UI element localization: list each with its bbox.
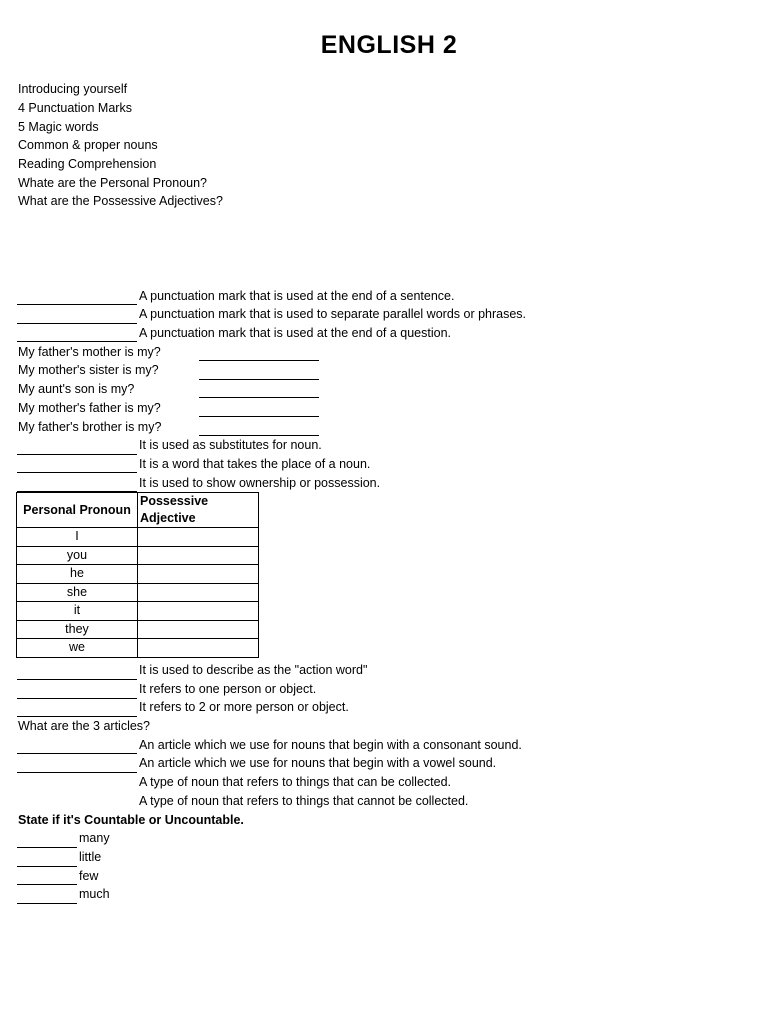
word-item: few	[79, 869, 99, 883]
question-text: It is used to describe as the "action word"	[139, 663, 368, 677]
question-text: A type of noun that refers to things that cannot be collected.	[139, 794, 469, 808]
question-text: What are the 3 articles?	[18, 719, 151, 733]
table-header-row	[17, 493, 259, 528]
question-text: My father's mother is my?	[18, 345, 161, 359]
answer-blank[interactable]	[17, 323, 137, 324]
answer-blank[interactable]	[17, 772, 137, 773]
table-row	[17, 528, 259, 547]
topic-item: 5 Magic words	[18, 120, 99, 134]
answer-cell[interactable]	[138, 620, 259, 639]
answer-cell[interactable]	[138, 583, 259, 602]
question-text: It is a word that takes the place of a noun.	[139, 457, 371, 471]
topic-item: What are the Possessive Adjectives?	[18, 194, 223, 208]
answer-cell[interactable]	[138, 528, 259, 547]
pronoun-table	[16, 492, 259, 658]
column-header: Personal Pronoun	[17, 493, 138, 528]
table-row	[17, 546, 259, 565]
question-text: A punctuation mark that is used at the end of a sentence.	[139, 289, 455, 303]
question-text: An article which we use for nouns that begin with a consonant sound.	[139, 738, 522, 752]
table-row	[17, 639, 259, 658]
pronoun-cell: she	[17, 583, 138, 602]
topic-item: Introducing yourself	[18, 82, 128, 96]
pronoun-cell: I	[17, 528, 138, 547]
question-text: My mother's sister is my?	[18, 363, 159, 377]
table-row	[17, 620, 259, 639]
question-text: My aunt's son is my?	[18, 382, 135, 396]
section-heading: State if it's Countable or Uncountable.	[18, 813, 244, 827]
question-text: A punctuation mark that is used at the end of a question.	[139, 326, 452, 340]
answer-cell[interactable]	[138, 546, 259, 565]
topic-item: Common & proper nouns	[18, 138, 158, 152]
pronoun-cell: you	[17, 546, 138, 565]
question-text: An article which we use for nouns that begin with a vowel sound.	[139, 756, 497, 770]
pronoun-cell: he	[17, 565, 138, 584]
word-item: little	[79, 850, 102, 864]
question-text: My father's brother is my?	[18, 420, 162, 434]
question-text: It refers to one person or object.	[139, 682, 317, 696]
topic-item: Whate are the Personal Pronoun?	[18, 176, 208, 190]
question-text: My mother's father is my?	[18, 401, 161, 415]
answer-blank[interactable]	[199, 416, 319, 417]
column-header: Possessive Adjective	[138, 493, 259, 528]
answer-blank[interactable]	[17, 753, 137, 754]
question-text: A punctuation mark that is used to separate parallel words or phrases.	[139, 307, 527, 321]
answer-cell[interactable]	[138, 565, 259, 584]
topic-item: Reading Comprehension	[18, 157, 157, 171]
pronoun-cell: they	[17, 620, 138, 639]
answer-blank[interactable]	[199, 397, 319, 398]
answer-blank[interactable]	[199, 379, 319, 380]
question-text: It refers to 2 or more person or object.	[139, 700, 349, 714]
answer-blank[interactable]	[17, 679, 137, 680]
answer-blank[interactable]	[17, 304, 137, 305]
table-row	[17, 565, 259, 584]
page-title: ENGLISH 2	[320, 31, 458, 59]
answer-cell[interactable]	[138, 602, 259, 621]
question-text: A type of noun that refers to things that can be collected.	[139, 775, 452, 789]
answer-blank[interactable]	[17, 472, 137, 473]
answer-blank[interactable]	[17, 847, 77, 848]
answer-blank[interactable]	[17, 454, 137, 455]
table-row	[17, 602, 259, 621]
table-row	[17, 583, 259, 602]
word-item: many	[79, 831, 110, 845]
topic-item: 4 Punctuation Marks	[18, 101, 132, 115]
answer-blank[interactable]	[17, 866, 77, 867]
answer-blank[interactable]	[199, 360, 319, 361]
pronoun-cell: it	[17, 602, 138, 621]
answer-cell[interactable]	[138, 639, 259, 658]
word-item: much	[79, 887, 110, 901]
pronoun-cell: we	[17, 639, 138, 658]
answer-blank[interactable]	[17, 884, 77, 885]
answer-blank[interactable]	[17, 698, 137, 699]
answer-blank[interactable]	[17, 341, 137, 342]
answer-blank[interactable]	[17, 903, 77, 904]
question-text: It is used as substitutes for noun.	[139, 438, 322, 452]
question-text: It is used to show ownership or possession.	[139, 476, 381, 490]
